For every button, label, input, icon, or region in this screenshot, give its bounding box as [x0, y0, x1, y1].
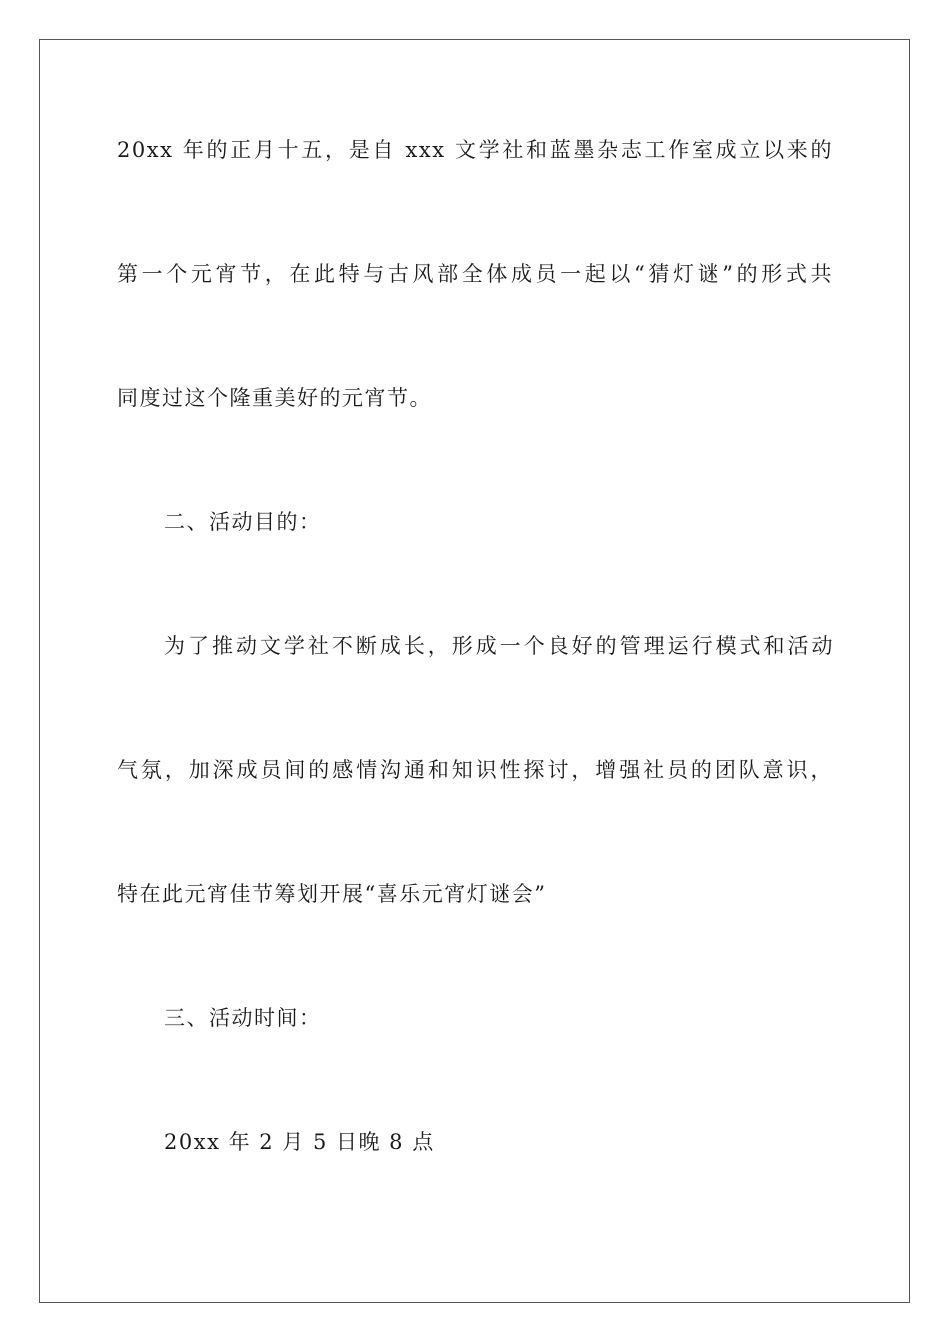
- section-heading-purpose: 二、活动目的：: [164, 510, 322, 534]
- body-text-line: 同度过这个隆重美好的元宵节。: [117, 386, 432, 410]
- page-border: [39, 39, 910, 1303]
- body-text-line: 特在此元宵佳节筹划开展“喜乐元宵灯谜会”: [117, 882, 547, 906]
- section-heading-time: 三、活动时间：: [164, 1006, 322, 1030]
- body-text-line: 第一个元宵节，在此特与古风部全体成员一起以“猜灯谜”的形式共: [117, 262, 833, 286]
- body-text-line: 为了推动文学社不断成长，形成一个良好的管理运行模式和活动: [164, 634, 834, 658]
- event-date-text: 20xx 年 2 月 5 日晚 8 点: [164, 1130, 435, 1154]
- body-text-line: 20xx 年的正月十五，是自 xxx 文学社和蓝墨杂志工作室成立以来的: [117, 138, 833, 162]
- body-text-line: 气氛，加深成员间的感情沟通和知识性探讨，增强社员的团队意识，: [117, 758, 833, 782]
